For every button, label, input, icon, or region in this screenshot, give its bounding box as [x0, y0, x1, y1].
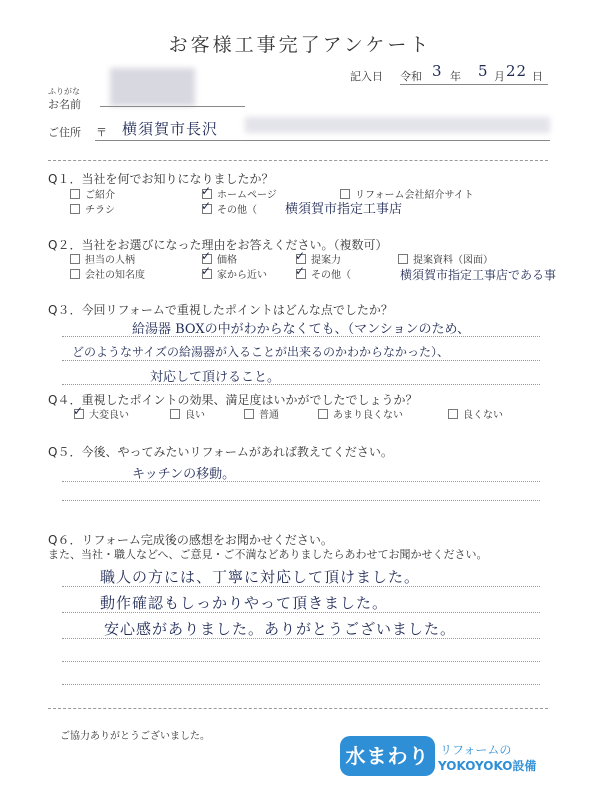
answer-line: [62, 684, 540, 685]
answer-line: [62, 384, 540, 385]
checkbox[interactable]: [448, 409, 458, 419]
q3-label: Q３．今回リフォームで重視したポイントはどんな点でしたか？: [48, 303, 393, 317]
q4-option-good[interactable]: 良い: [170, 406, 205, 421]
q5-answer: キッチンの移動。: [132, 467, 236, 482]
answer-line: [62, 661, 540, 662]
section-divider: [48, 160, 548, 161]
checkbox-checked[interactable]: [202, 204, 212, 214]
q2-option-proposal[interactable]: ✓ 提案力: [296, 251, 341, 266]
q6-answer-line-3: 安心感がありました。ありがとうございました。: [104, 620, 457, 638]
address-underline: [95, 140, 550, 141]
q6-sub-label: また、当社・職人などへ、ご意見・ご不満などありましたらあわせてお聞かせください。: [48, 548, 488, 561]
q2-option-price[interactable]: ✓ 価格: [202, 251, 237, 266]
era-label: 令和: [400, 70, 422, 83]
q2-other-answer: 横須賀市指定工事店である事: [400, 268, 557, 282]
q6-answer-line-2: 動作確認もしっかりやって頂きました。: [100, 594, 389, 612]
q6-answer-line-1: 職人の方には、丁寧に対応して頂けました。: [100, 568, 421, 586]
q4-option-very-good[interactable]: ✓大変良い: [74, 406, 129, 421]
q3-answer-line-3: 対応して頂けること。: [150, 370, 281, 385]
date-year: 3: [432, 62, 443, 80]
q4-option-bad[interactable]: 良くない: [448, 406, 503, 421]
logo-company-name: YOKOYOKO設備: [438, 759, 537, 773]
checkbox-checked[interactable]: [202, 254, 212, 264]
date-label: 記入日: [350, 70, 383, 83]
furigana-label: ふりがな: [48, 87, 80, 96]
checkbox[interactable]: [318, 409, 328, 419]
logo-subtitle: リフォームの: [440, 743, 512, 757]
q5-label: Q５．今後、やってみたいリフォームがあれば教えてください。: [48, 445, 393, 459]
q2-option-staff[interactable]: 担当の人柄: [70, 251, 135, 266]
answer-line: [62, 336, 540, 337]
answer-line: [62, 481, 540, 482]
year-unit: 年: [450, 70, 461, 83]
q4-label: Q４．重視したポイントの効果、満足度はいかがでしたでしょうか？: [48, 393, 418, 407]
q1-option-referral-site[interactable]: リフォーム会社紹介サイト: [340, 186, 474, 201]
address-label: ご住所: [48, 126, 81, 139]
q2-option-documents[interactable]: 提案資料（図面）: [398, 251, 493, 266]
q1-option-other[interactable]: ✓ その他（: [202, 201, 257, 216]
answer-line: [62, 638, 540, 639]
q4-option-average[interactable]: 普通: [244, 406, 279, 421]
checkbox[interactable]: [70, 269, 80, 279]
day-unit: 日: [532, 70, 543, 83]
q1-other-answer: 横須賀市指定工事店: [285, 202, 403, 217]
q2-label: Q２．当社をお選びになった理由をお答えください。（複数可）: [48, 238, 388, 252]
checkbox[interactable]: [398, 254, 408, 264]
checkbox-checked[interactable]: [202, 269, 212, 279]
q3-answer-line-2: どのようなサイズの給湯器が入ることが出来るのかわからなかった）、: [72, 345, 450, 359]
checkbox[interactable]: [170, 409, 180, 419]
checkbox-checked[interactable]: [74, 409, 84, 419]
postal-mark: 〒: [96, 126, 107, 139]
checkbox[interactable]: [70, 189, 80, 199]
q1-option-referral[interactable]: ご紹介: [70, 186, 115, 201]
checkbox-checked[interactable]: [296, 269, 306, 279]
checkbox[interactable]: [70, 204, 80, 214]
section-divider: [48, 708, 548, 709]
date-day: 22: [506, 62, 528, 80]
answer-line: [62, 586, 540, 587]
date-month: 5: [478, 62, 489, 80]
address-value: 横須賀市長沢: [122, 120, 219, 138]
answer-line: [62, 360, 540, 361]
answer-line: [62, 500, 540, 501]
q6-label: Q６．リフォーム完成後の感想をお聞かせください。: [48, 533, 333, 547]
q3-answer-line-1: 給湯器 BOXの中がわからなくても、（マンションのため、: [132, 322, 471, 337]
q1-option-flyer[interactable]: チラシ: [70, 201, 115, 216]
company-logo: 水まわり: [340, 736, 435, 776]
date-underline: [400, 84, 548, 85]
checkbox-checked[interactable]: [296, 254, 306, 264]
checkbox[interactable]: [244, 409, 254, 419]
q4-option-not-good[interactable]: あまり良くない: [318, 406, 403, 421]
q2-option-reputation[interactable]: 会社の知名度: [70, 266, 145, 281]
name-underline: [100, 106, 245, 107]
q2-option-nearby[interactable]: ✓ 家から近い: [202, 266, 267, 281]
address-redacted: [245, 117, 550, 133]
name-label: お名前: [48, 98, 81, 111]
answer-line: [62, 612, 540, 613]
checkbox[interactable]: [70, 254, 80, 264]
survey-title: お客様工事完了アンケート: [168, 34, 432, 56]
name-redacted: [110, 68, 195, 106]
q1-option-homepage[interactable]: ✓ ホームページ: [202, 186, 277, 201]
q2-option-other[interactable]: ✓ その他（: [296, 266, 351, 281]
q1-label: Q１．当社を何でお知りになりましたか？: [48, 172, 274, 186]
checkbox-checked[interactable]: [202, 189, 212, 199]
thanks-text: ご協力ありがとうございました。: [60, 731, 210, 742]
month-unit: 月: [494, 70, 505, 83]
